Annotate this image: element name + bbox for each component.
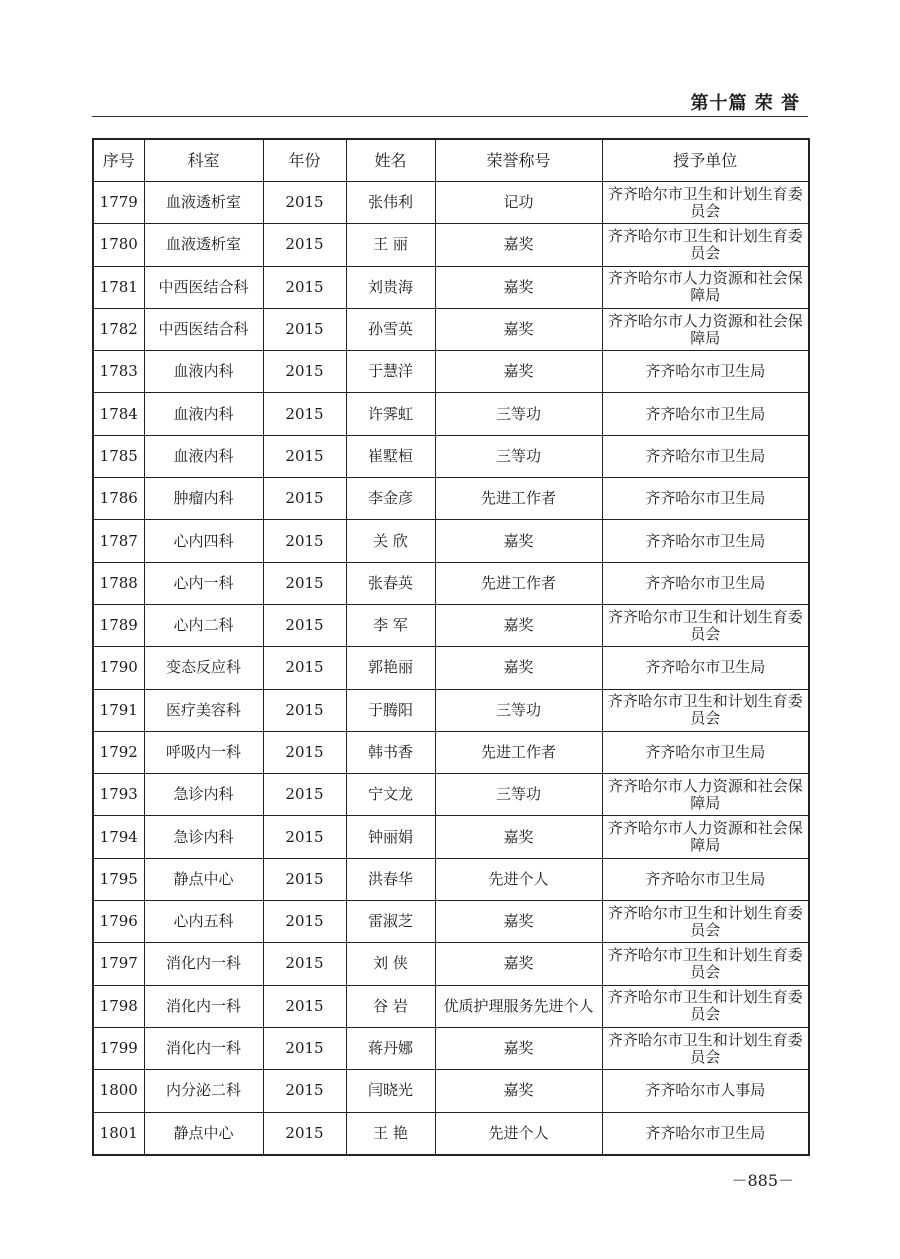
cell-honor: 嘉奖	[435, 351, 602, 393]
page-number: －885－	[731, 1171, 794, 1190]
cell-year: 2015	[263, 858, 346, 900]
cell-year: 2015	[263, 520, 346, 562]
cell-department: 内分泌二科	[144, 1070, 263, 1112]
cell-awarding-unit: 齐齐哈尔市人事局	[602, 1070, 809, 1112]
cell-name: 蒋丹娜	[346, 1027, 435, 1069]
cell-department: 血液内科	[144, 351, 263, 393]
cell-index: 1788	[93, 562, 144, 604]
cell-department: 消化内一科	[144, 1027, 263, 1069]
table-row	[93, 774, 809, 816]
cell-honor: 先进工作者	[435, 562, 602, 604]
cell-name: 韩书香	[346, 731, 435, 773]
table-header-row	[93, 139, 809, 182]
table-row	[93, 1112, 809, 1155]
cell-year: 2015	[263, 689, 346, 731]
cell-awarding-unit: 齐齐哈尔市卫生局	[602, 731, 809, 773]
cell-honor: 嘉奖	[435, 943, 602, 985]
cell-name: 刘贵海	[346, 266, 435, 308]
table-row	[93, 266, 809, 308]
table-row	[93, 1070, 809, 1112]
cell-year: 2015	[263, 943, 346, 985]
cell-awarding-unit: 齐齐哈尔市卫生和计划生育委员会	[602, 943, 809, 985]
cell-honor: 嘉奖	[435, 520, 602, 562]
cell-index: 1781	[93, 266, 144, 308]
cell-year: 2015	[263, 731, 346, 773]
cell-index: 1790	[93, 647, 144, 689]
table-row	[93, 520, 809, 562]
cell-honor: 嘉奖	[435, 1070, 602, 1112]
cell-awarding-unit: 齐齐哈尔市卫生和计划生育委员会	[602, 689, 809, 731]
section-title: 第十篇 荣 誉	[690, 93, 800, 114]
cell-department: 血液内科	[144, 393, 263, 435]
cell-index: 1785	[93, 435, 144, 477]
cell-year: 2015	[263, 901, 346, 943]
honors-table	[92, 138, 810, 1156]
table-row	[93, 985, 809, 1027]
cell-index: 1800	[93, 1070, 144, 1112]
cell-honor: 三等功	[435, 435, 602, 477]
cell-department: 血液透析室	[144, 182, 263, 224]
cell-year: 2015	[263, 308, 346, 350]
cell-name: 洪春华	[346, 858, 435, 900]
cell-honor: 先进个人	[435, 858, 602, 900]
cell-awarding-unit: 齐齐哈尔市卫生和计划生育委员会	[602, 901, 809, 943]
cell-year: 2015	[263, 182, 346, 224]
cell-honor: 先进工作者	[435, 478, 602, 520]
table-row	[93, 435, 809, 477]
cell-awarding-unit: 齐齐哈尔市卫生局	[602, 1112, 809, 1155]
table-row	[93, 182, 809, 224]
table-row	[93, 478, 809, 520]
cell-name: 许霁虹	[346, 393, 435, 435]
cell-index: 1793	[93, 774, 144, 816]
cell-year: 2015	[263, 351, 346, 393]
cell-year: 2015	[263, 562, 346, 604]
cell-awarding-unit: 齐齐哈尔市卫生和计划生育委员会	[602, 224, 809, 266]
cell-name: 崔墅桓	[346, 435, 435, 477]
cell-index: 1789	[93, 604, 144, 646]
table-row	[93, 901, 809, 943]
cell-year: 2015	[263, 478, 346, 520]
cell-index: 1801	[93, 1112, 144, 1155]
cell-department: 静点中心	[144, 1112, 263, 1155]
cell-index: 1796	[93, 901, 144, 943]
cell-name: 钟丽娟	[346, 816, 435, 858]
cell-year: 2015	[263, 647, 346, 689]
cell-year: 2015	[263, 224, 346, 266]
cell-name: 刘 侠	[346, 943, 435, 985]
table-row	[93, 308, 809, 350]
cell-index: 1784	[93, 393, 144, 435]
cell-index: 1792	[93, 731, 144, 773]
table-row	[93, 351, 809, 393]
column-header-index: 序号	[93, 139, 144, 182]
cell-index: 1780	[93, 224, 144, 266]
cell-honor: 三等功	[435, 774, 602, 816]
cell-honor: 嘉奖	[435, 901, 602, 943]
cell-department: 血液透析室	[144, 224, 263, 266]
cell-index: 1782	[93, 308, 144, 350]
cell-awarding-unit: 齐齐哈尔市卫生局	[602, 562, 809, 604]
cell-honor: 嘉奖	[435, 816, 602, 858]
cell-name: 孙雪英	[346, 308, 435, 350]
cell-department: 医疗美容科	[144, 689, 263, 731]
cell-year: 2015	[263, 435, 346, 477]
table-row	[93, 224, 809, 266]
cell-awarding-unit: 齐齐哈尔市卫生和计划生育委员会	[602, 1027, 809, 1069]
cell-honor: 嘉奖	[435, 308, 602, 350]
table-row	[93, 689, 809, 731]
cell-honor: 三等功	[435, 689, 602, 731]
cell-honor: 嘉奖	[435, 604, 602, 646]
cell-awarding-unit: 齐齐哈尔市人力资源和社会保障局	[602, 308, 809, 350]
cell-awarding-unit: 齐齐哈尔市卫生局	[602, 647, 809, 689]
table-row	[93, 858, 809, 900]
cell-department: 消化内一科	[144, 943, 263, 985]
cell-honor: 嘉奖	[435, 224, 602, 266]
cell-year: 2015	[263, 816, 346, 858]
cell-index: 1783	[93, 351, 144, 393]
cell-honor: 先进工作者	[435, 731, 602, 773]
column-header-awarding-unit: 授予单位	[602, 139, 809, 182]
header-divider	[92, 116, 808, 117]
cell-name: 张春英	[346, 562, 435, 604]
cell-index: 1787	[93, 520, 144, 562]
cell-name: 李金彦	[346, 478, 435, 520]
cell-year: 2015	[263, 1027, 346, 1069]
cell-awarding-unit: 齐齐哈尔市卫生和计划生育委员会	[602, 182, 809, 224]
cell-name: 闫晓光	[346, 1070, 435, 1112]
table-row	[93, 731, 809, 773]
cell-year: 2015	[263, 266, 346, 308]
cell-department: 变态反应科	[144, 647, 263, 689]
cell-department: 心内五科	[144, 901, 263, 943]
cell-awarding-unit: 齐齐哈尔市卫生和计划生育委员会	[602, 604, 809, 646]
cell-honor: 先进个人	[435, 1112, 602, 1155]
cell-honor: 优质护理服务先进个人	[435, 985, 602, 1027]
cell-department: 急诊内科	[144, 774, 263, 816]
cell-index: 1797	[93, 943, 144, 985]
cell-awarding-unit: 齐齐哈尔市卫生局	[602, 858, 809, 900]
cell-honor: 嘉奖	[435, 266, 602, 308]
table-row	[93, 393, 809, 435]
cell-year: 2015	[263, 604, 346, 646]
cell-awarding-unit: 齐齐哈尔市卫生局	[602, 520, 809, 562]
cell-year: 2015	[263, 774, 346, 816]
cell-department: 中西医结合科	[144, 266, 263, 308]
cell-index: 1798	[93, 985, 144, 1027]
cell-name: 王 艳	[346, 1112, 435, 1155]
cell-department: 静点中心	[144, 858, 263, 900]
cell-awarding-unit: 齐齐哈尔市人力资源和社会保障局	[602, 816, 809, 858]
cell-awarding-unit: 齐齐哈尔市卫生局	[602, 351, 809, 393]
cell-name: 张伟利	[346, 182, 435, 224]
cell-awarding-unit: 齐齐哈尔市人力资源和社会保障局	[602, 266, 809, 308]
cell-department: 心内一科	[144, 562, 263, 604]
cell-awarding-unit: 齐齐哈尔市卫生局	[602, 478, 809, 520]
cell-index: 1791	[93, 689, 144, 731]
cell-name: 谷 岩	[346, 985, 435, 1027]
cell-year: 2015	[263, 393, 346, 435]
table-row	[93, 647, 809, 689]
cell-name: 王 丽	[346, 224, 435, 266]
cell-department: 消化内一科	[144, 985, 263, 1027]
cell-year: 2015	[263, 985, 346, 1027]
cell-index: 1786	[93, 478, 144, 520]
cell-awarding-unit: 齐齐哈尔市卫生局	[602, 435, 809, 477]
cell-honor: 嘉奖	[435, 647, 602, 689]
cell-name: 雷淑芝	[346, 901, 435, 943]
cell-awarding-unit: 齐齐哈尔市人力资源和社会保障局	[602, 774, 809, 816]
table-row	[93, 562, 809, 604]
cell-index: 1799	[93, 1027, 144, 1069]
cell-department: 心内四科	[144, 520, 263, 562]
cell-department: 肿瘤内科	[144, 478, 263, 520]
cell-department: 呼吸内一科	[144, 731, 263, 773]
table-row	[93, 1027, 809, 1069]
cell-honor: 嘉奖	[435, 1027, 602, 1069]
table-row	[93, 943, 809, 985]
cell-department: 急诊内科	[144, 816, 263, 858]
column-header-department: 科室	[144, 139, 263, 182]
cell-honor: 三等功	[435, 393, 602, 435]
cell-name: 于腾阳	[346, 689, 435, 731]
cell-name: 关 欣	[346, 520, 435, 562]
cell-honor: 记功	[435, 182, 602, 224]
column-header-name: 姓名	[346, 139, 435, 182]
cell-department: 心内二科	[144, 604, 263, 646]
cell-department: 血液内科	[144, 435, 263, 477]
cell-year: 2015	[263, 1112, 346, 1155]
cell-name: 宁文龙	[346, 774, 435, 816]
cell-name: 郭艳丽	[346, 647, 435, 689]
column-header-honor: 荣誉称号	[435, 139, 602, 182]
cell-name: 李 军	[346, 604, 435, 646]
table-row	[93, 604, 809, 646]
column-header-year: 年份	[263, 139, 346, 182]
cell-department: 中西医结合科	[144, 308, 263, 350]
cell-index: 1795	[93, 858, 144, 900]
table-body	[93, 182, 809, 1155]
cell-name: 于慧洋	[346, 351, 435, 393]
cell-awarding-unit: 齐齐哈尔市卫生局	[602, 393, 809, 435]
cell-index: 1779	[93, 182, 144, 224]
table-row	[93, 816, 809, 858]
cell-awarding-unit: 齐齐哈尔市卫生和计划生育委员会	[602, 985, 809, 1027]
cell-index: 1794	[93, 816, 144, 858]
cell-year: 2015	[263, 1070, 346, 1112]
